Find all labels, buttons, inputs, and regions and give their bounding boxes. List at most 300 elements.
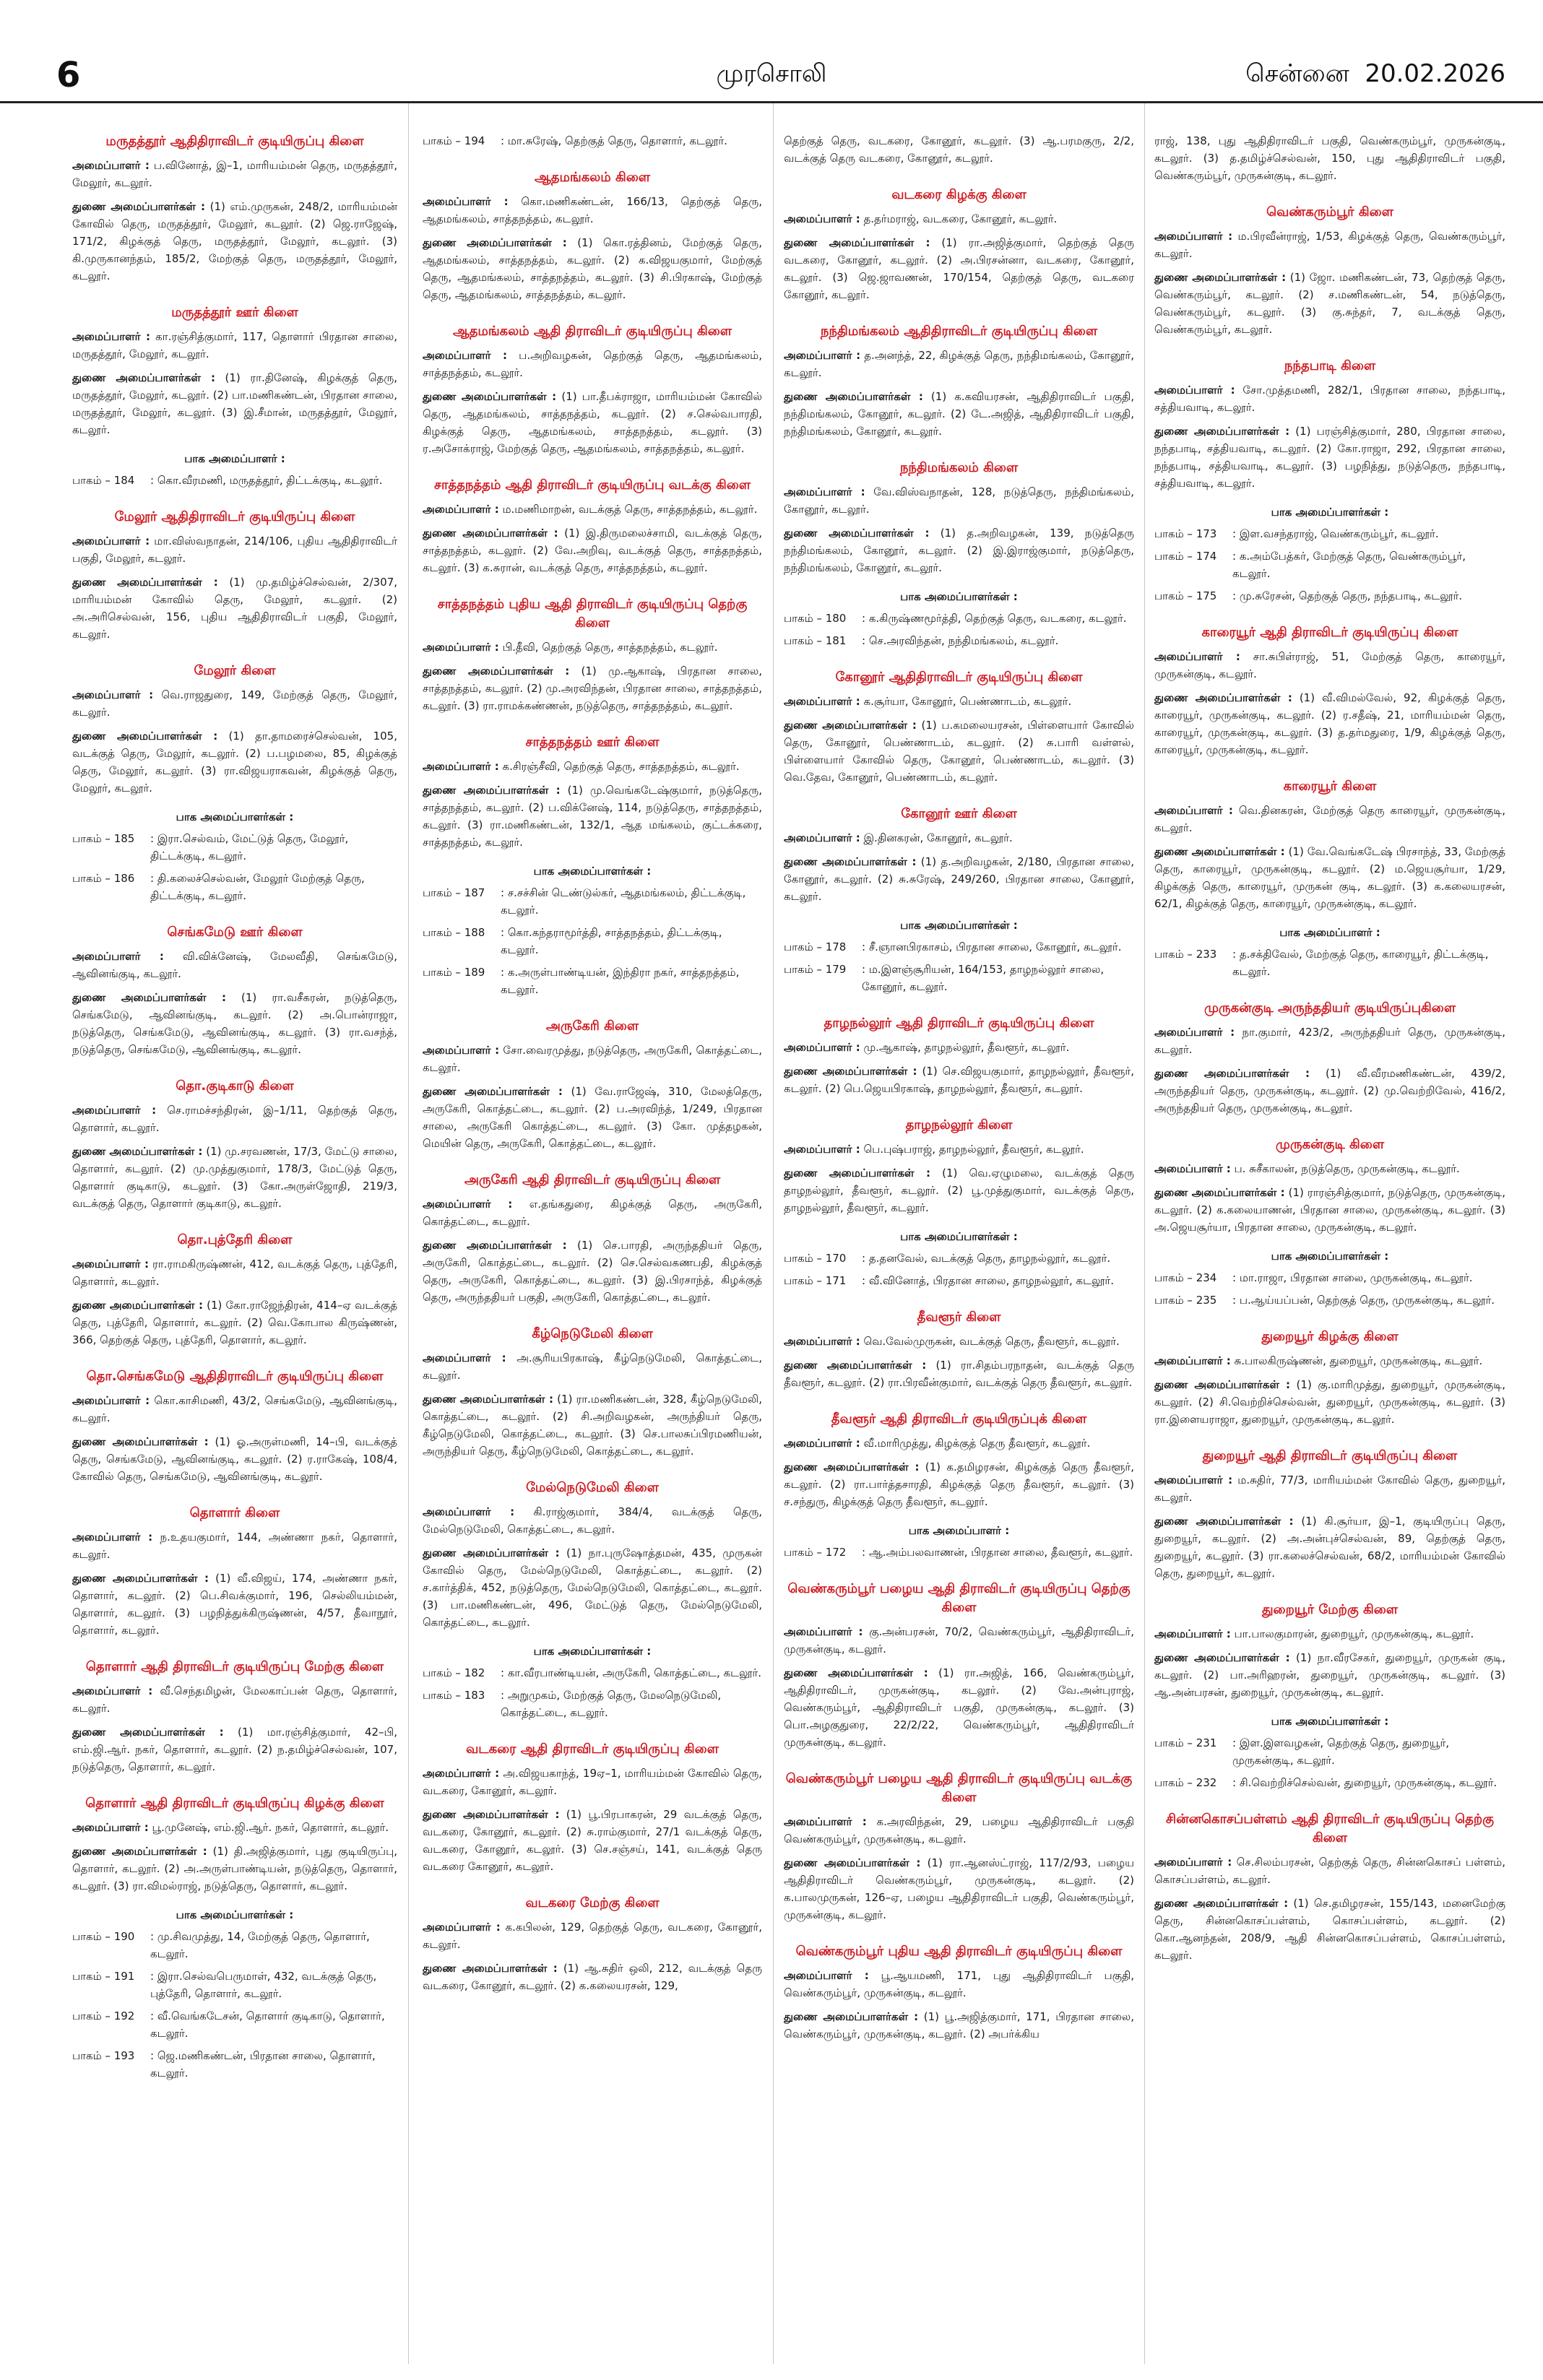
branch-title: நந்தபாடி கிளை — [1284, 358, 1376, 373]
booth-row — [72, 1968, 397, 2002]
branch-title: ஆதமங்கலம் கிளை — [535, 170, 650, 185]
branch-section — [1154, 1135, 1505, 1309]
member-details: (1) ப.கமலையரசன், பிள்ளையார் கோவில் தெரு, கோனூர், பெண்ணாடம், கடலூர். (2) சு.பாரி வள்ளல், பிள்ளையார் கோவில் தெரு, கோனூர், பெண்ணாடம், கடலூர். (3) வெ.தேவ, கோனூர், பெண்ணாடம், கடலூர். — [784, 719, 1134, 784]
branch-title: மருதத்தூர் ஆதிதிராவிடர் குடியிருப்பு கிளை — [105, 134, 364, 149]
role-label: அமைப்பாளர் : — [423, 349, 508, 362]
booth-number: பாகம் – 231 — [1154, 1736, 1217, 1749]
role-label: அமைப்பாளர் : — [1154, 804, 1233, 817]
member-entry — [72, 1143, 397, 1212]
booth-row — [1154, 1774, 1505, 1791]
member-entry — [1154, 1649, 1505, 1701]
member-details: ம.பிரவீன்ராஜ், 1/53, கிழக்குத் தெரு, வெண்கரும்பூர், கடலூர். — [1154, 230, 1505, 260]
branch-title: தொ.புத்தேரி கிளை — [177, 1232, 293, 1247]
role-label: அமைப்பாளர் : — [784, 1335, 860, 1348]
member-entry — [1154, 1160, 1505, 1177]
member-entry — [423, 1349, 762, 1384]
branch-title: அருகேரி ஆதி திராவிடர் குடியிருப்பு கிளை — [464, 1172, 721, 1187]
branch-section — [1154, 1601, 1505, 1791]
branch-section — [784, 459, 1134, 649]
dateline — [1245, 59, 1505, 91]
branch-title: மேலூர் கிளை — [194, 663, 276, 678]
member-entry — [784, 829, 1134, 847]
booth-heading: பாக அமைப்பாளர் : — [184, 452, 285, 465]
member-details: ந.உதயகுமார், 144, அண்ணா நகர், தொளார், கடலூர். — [72, 1531, 397, 1561]
booth-row — [72, 2047, 397, 2082]
booth-row — [784, 1250, 1134, 1267]
member-entry — [784, 1854, 1134, 1924]
page-number: 6 — [56, 55, 81, 95]
booth-number: பாகம் – 178 — [784, 940, 847, 953]
role-label: துணை அமைப்பாளர்கள் : — [1154, 1186, 1285, 1199]
booth-member: : கொ.வீரமணி, மருதத்தூர், திட்டக்குடி, கடலூர். — [150, 474, 383, 487]
branch-title: செங்கமேடு ஊர் கிளை — [167, 925, 303, 940]
role-label: அமைப்பாளர் : — [784, 485, 865, 498]
booth-member: : ஜெ.மணிகண்டன், பிரதான சாலை, தொளார், கடலூர். — [150, 2049, 376, 2080]
booth-member: : சி.வெற்றிச்செல்வன், துறையூர், முருகன்குடி, கடலூர். — [1232, 1776, 1497, 1789]
branch-section — [784, 132, 1134, 167]
role-label: துணை அமைப்பாளர்கள் : — [1154, 691, 1292, 704]
page-header — [0, 0, 1543, 103]
member-entry — [72, 1528, 397, 1563]
member-entry — [784, 234, 1134, 303]
role-label: அமைப்பாளர் : — [784, 831, 860, 844]
role-label: துணை அமைப்பாளர்கள் : — [784, 1359, 927, 1372]
member-details: இ.தினகரன், கோனூர், கடலூர். — [860, 831, 1013, 844]
member-entry — [784, 717, 1134, 786]
member-details: (1) ரா.ஆனஸ்ட்ராஜ், 117/2/93, பழைய ஆதிதிராவிடர் வெண்கரும்பூர், முருகன்குடி, கடலூர். (2) க.பாலமுருகன், 126–ஏ, பழைய ஆதிதிராவிடர் பகுதி, வெண்கரும்பூர், முருகன்குடி, கடலூர். — [784, 1856, 1134, 1921]
member-entry — [784, 1164, 1134, 1216]
role-label: அமைப்பாளர் : — [423, 1351, 506, 1364]
role-label: துணை அமைப்பாளர்கள் : — [784, 2010, 919, 2023]
branch-title: அருகேரி கிளை — [545, 1018, 639, 1034]
member-details: (1) வீ.விஜய், 174, அண்ணா நகர், தொளார், கடலூர். (2) பெ.சிவக்குமார், 196, செல்லியம்மன், தொளார், கடலூர். (3) பழநித்துக்கிருஷ்ணன், 4/57, தீவாநூர், தொளார், கடலூர். — [72, 1572, 397, 1637]
member-entry — [72, 1682, 397, 1717]
member-entry — [423, 501, 762, 518]
booth-member: : இள.இளவழகன், தெற்குத் தெரு, துறையூர், முருகன்குடி, கடலூர். — [1232, 1736, 1450, 1767]
member-details: க.சூர்யா, கோனூர், பெண்ணாடம், கடலூர். — [860, 695, 1072, 708]
booth-heading: பாக அமைப்பாளர்கள் : — [900, 919, 1018, 932]
branch-title: சாத்தநத்தம் ஊர் கிளை — [525, 735, 660, 750]
branch-title: வடகரை ஆதி திராவிடர் குடியிருப்பு கிளை — [466, 1741, 719, 1757]
booth-member: : க.அருள்பாண்டியன், இந்திரா நகர், சாத்தநத்தம், கடலூர். — [501, 966, 740, 996]
branch-title: துறையூர் ஆதி திராவிடர் குடியிருப்பு கிளை — [1202, 1448, 1458, 1463]
member-entry — [784, 1141, 1134, 1158]
member-entry — [1154, 132, 1505, 184]
branch-section — [72, 1658, 397, 1775]
branch-title: முருகன்குடி கிளை — [1275, 1137, 1385, 1152]
member-details: (1) த.அறிவழகன், 139, நடுத்தெரு நந்திமங்கலம், கோனூர், கடலூர். (2) இ.இராஜ்குமார், நடுத்தெரு, நந்திமங்கலம், கோனூர், கடலூர். — [784, 527, 1134, 574]
branch-section — [423, 1479, 762, 1721]
member-entry — [423, 1765, 762, 1799]
branch-section — [1154, 132, 1505, 184]
member-entry — [423, 662, 762, 714]
booth-row — [1154, 1291, 1505, 1309]
booth-number: பாகம் – 183 — [423, 1689, 485, 1702]
role-label: துணை அமைப்பாளர்கள் : — [72, 1845, 207, 1858]
member-entry — [1154, 381, 1505, 416]
booth-member: : ஆ.அம்பலவாணன், பிரதான சாலை, தீவளூர், கடலூர். — [862, 1546, 1133, 1559]
booth-row — [1154, 587, 1505, 605]
booth-member: : த.தனவேல், வடக்குத் தெரு, தாழநல்லூர், கடலூர். — [862, 1252, 1111, 1265]
member-entry — [1154, 648, 1505, 683]
branch-title: தீவளூர் கிளை — [917, 1310, 1001, 1325]
member-entry — [72, 1570, 397, 1639]
member-entry — [423, 1237, 762, 1306]
member-entry — [1154, 1513, 1505, 1582]
role-label: துணை அமைப்பாளர்கள் : — [784, 1167, 931, 1180]
branch-section — [784, 1014, 1134, 1097]
member-details: மு.ஆகாஷ், தாழநல்லூர், தீவளூர், கடலூர். — [860, 1041, 1070, 1054]
member-entry — [784, 693, 1134, 710]
branch-title: கீழ்நெடுமேலி கிளை — [532, 1326, 653, 1341]
member-details: செ.சிலம்பரசன், தெற்குத் தெரு, சின்னகொசப் பள்ளம், கொசப்பள்ளம், கடலூர். — [1154, 1856, 1505, 1886]
member-details: (1) வெ.ஏழுமலை, வடக்குத் தெரு தாழநல்லூர், தீவளூர், கடலூர். (2) பூ.முத்துகுமார், வடக்குத் தெரு, தாழநல்லூர், தீவளூர், கடலூர். — [784, 1167, 1134, 1214]
member-entry — [72, 574, 397, 643]
booth-number: பாகம் – 190 — [72, 1930, 135, 1943]
member-entry — [72, 157, 397, 191]
role-label: துணை அமைப்பாளர்கள் : — [1154, 1067, 1310, 1080]
member-details: வெ.வேல்முருகன், வடக்குத் தெரு, தீவளூர், கடலூர். — [860, 1335, 1120, 1348]
role-label: அமைப்பாளர் : — [423, 1921, 501, 1934]
column-divider — [408, 103, 409, 2364]
member-details: எ.தங்கதுரை, கிழக்குத் தெரு, அருகேரி, கொத்தட்டை, கடலூர். — [423, 1198, 762, 1228]
role-label: துணை அமைப்பாளர்கள் : — [1154, 425, 1290, 438]
role-label: துணை அமைப்பாளர்கள் : — [423, 527, 558, 540]
member-details: (1) த.அறிவழகன், 2/180, பிரதான சாலை, கோனூர், கடலூர். (2) சு.சுரேஷ், 249/260, பிரதான சாலை, கோனூர், கடலூர். — [784, 855, 1134, 903]
booth-number: பாகம் – 192 — [72, 2009, 135, 2022]
booth-heading: பாக அமைப்பாளர்கள் : — [1271, 1250, 1389, 1263]
role-label: அமைப்பாளர் : — [72, 159, 150, 172]
branch-section — [423, 733, 762, 998]
booth-row — [423, 884, 762, 919]
member-details: த.அனந்த், 22, கிழக்குத் தெரு, நந்திமங்கலம், கோனூர், கடலூர். — [784, 349, 1134, 379]
member-details: (1) ரா.அஜித்குமார், தெற்குத் தெரு வடகரை, கோனூர், கடலூர். (2) அ.பிரசன்னா, வடகரை, கோனூர், கடலூர். (3) ஜெ.ஜாவணன், 170/154, தெற்குத் தெரு, வடகரை கோனூர், கடலூர். — [784, 236, 1134, 301]
member-details: அ.சூரியபிரகாஷ், கீழ்நெடுமேலி, கொத்தட்டை, கடலூர். — [423, 1351, 762, 1382]
branch-title: தொ.செங்கமேடு ஆதிதிராவிடர் குடியிருப்பு கிளை — [86, 1369, 384, 1384]
column-4 — [1154, 103, 1505, 2371]
role-label: துணை அமைப்பாளர்கள் : — [784, 1666, 928, 1679]
member-details: (1) பூ.பிரபாகரன், 29 வடக்குத் தெரு, வடகரை, கோனூர், கடலூர். (2) சு.ராம்குமார், 27/1 வடக்குத் தெரு, வடகரை, கோனூர், கடலூர். (3) செ.சஞ்சய், 141, வடக்குத் தெரு வடகரை கோனூர், கடலூர். — [423, 1808, 762, 1873]
member-entry — [423, 758, 762, 775]
branch-section — [72, 132, 397, 285]
branch-section — [784, 1410, 1134, 1561]
member-entry — [1154, 1184, 1505, 1236]
booth-heading: பாக அமைப்பாளர்கள் : — [1271, 506, 1389, 519]
role-label: அமைப்பாளர் : — [423, 760, 499, 773]
branch-section — [784, 1942, 1134, 2043]
member-details: (1) மு.தமிழ்ச்செல்வன், 2/307, மாரியம்மன் கோவில் தெரு, மேலூர், கடலூர். (2) அ.அரிசெல்வன், 156, புதிய ஆதிதிராவிடர் பகுதி, மேலூர், கடலூர். — [72, 576, 397, 641]
member-entry — [423, 1083, 762, 1152]
member-entry — [423, 347, 762, 381]
branch-section — [1154, 357, 1505, 605]
member-entry — [423, 1195, 762, 1230]
member-entry — [1154, 1853, 1505, 1888]
branch-title: கோனூர் ஆதிதிராவிடர் குடியிருப்பு கிளை — [835, 670, 1083, 685]
member-details: (1) பரஞ்சித்குமார், 280, பிரதான சாலை, நந்தபாடி, சத்தியவாடி, கடலூர். (2) கோ.ராஜா, 292, பிரதான சாலை, நந்தபாடி, சத்தியவாடி, கடலூர். (3) பழநித்து, நடுத்தெரு, நந்தபாடி, சத்தியவாடி, கடலூர். — [1154, 425, 1505, 490]
role-label: துணை அமைப்பாளர்கள் : — [423, 1393, 554, 1406]
member-entry — [784, 2008, 1134, 2043]
member-details: (1) மா.ரஞ்சித்குமார், 42–பி, எம்.ஜி.ஆர். நகர், தொளார், கடலூர். (2) ந.தமிழ்ச்செல்வன், 107, நடுத்தெரு, தொளார், கடலூர். — [72, 1726, 397, 1773]
member-entry — [784, 1063, 1134, 1097]
member-details: ம.மணிமாறன், வடக்குத் தெரு, சாத்தநத்தம், கடலூர். — [498, 503, 758, 516]
branch-title: வெண்கரும்பூர் பழைய ஆதி திராவிடர் குடியிருப்பு தெற்கு கிளை — [787, 1581, 1131, 1615]
booth-member: : இரா.செல்வம், மேட்டுத் தெரு, மேலூர், திட்டக்குடி, கடலூர். — [150, 832, 349, 862]
booth-row — [784, 610, 1134, 627]
role-label: அமைப்பாளர் : — [72, 535, 150, 548]
role-label: துணை அமைப்பாளர்கள் : — [72, 1572, 209, 1585]
role-label: துணை அமைப்பாளர்கள் : — [423, 390, 557, 403]
member-entry — [423, 1503, 762, 1538]
member-entry — [784, 1623, 1134, 1658]
booth-member: : தி.கலைச்செல்வன், மேலூர் மேற்குத் தெரு, திட்டக்குடி, கடலூர். — [150, 872, 365, 902]
branch-section — [423, 1740, 762, 1875]
branch-title: மேலூர் ஆதிதிராவிடர் குடியிருப்பு கிளை — [114, 509, 355, 524]
member-details: (1) ரா.மணிகண்டன், 328, கீழ்நெடுமேலி, கொத்தட்டை, கடலூர். (2) சி.அறிவழகன், அருந்தியர் தெரு, கீழ்நெடுமேலி, கொத்தட்டை, கடலூர். (3) செ.பாலசுப்பிரமணியன், அருந்தியர் தெரு, கீழ்நெடுமேலி, கொத்தட்டை, கடலூர். — [423, 1393, 762, 1458]
member-details: சோ.முத்தமணி, 282/1, பிரதான சாலை, நந்தபாடி, சத்தியவாடி, கடலூர். — [1154, 384, 1505, 414]
role-label: அமைப்பாளர் : — [1154, 1856, 1232, 1869]
booth-number: பாகம் – 170 — [784, 1252, 847, 1265]
role-label: துணை அமைப்பாளர்கள் : — [1154, 271, 1287, 284]
member-entry — [784, 347, 1134, 381]
member-entry — [784, 1333, 1134, 1350]
member-entry — [72, 989, 397, 1058]
booth-member: : கொ.கந்தராமூர்த்தி, சாத்தநத்தம், திட்டக்குடி, கடலூர். — [501, 926, 722, 956]
member-entry — [423, 1390, 762, 1460]
booth-heading: பாக அமைப்பாளர்கள் : — [176, 810, 294, 823]
branch-title: வெண்கரும்பூர் புதிய ஆதி திராவிடர் குடியிருப்பு கிளை — [795, 1944, 1123, 1959]
role-label: துணை அமைப்பாளர்கள் : — [423, 236, 567, 249]
branch-section — [784, 805, 1134, 995]
role-label: துணை அமைப்பாளர்கள் : — [784, 527, 930, 540]
booth-row — [1154, 1734, 1505, 1769]
role-label: அமைப்பாளர் : — [784, 1041, 860, 1054]
member-details: சோ.வைரமுத்து, நடுத்தெரு, அருகேரி, கொத்தட்டை, கடலூர். — [423, 1044, 762, 1074]
role-label: அமைப்பாளர் : — [72, 1821, 149, 1834]
role-label: அமைப்பாளர் : — [72, 688, 154, 701]
branch-section — [72, 662, 397, 904]
member-entry — [1154, 1065, 1505, 1117]
booth-row — [72, 870, 397, 904]
role-label: அமைப்பாளர் : — [784, 1969, 869, 1982]
booth-row — [72, 472, 397, 489]
member-details: (1) நா.புருஷோத்தமன், 435, முருகன் கோவில் தெரு, மேல்நெடுமேலி, கொத்தட்டை, கடலூர். (2) ச.கார்த்திக், 452, நடுத்தெரு, மேல்நெடுமேலி, கொத்தட்டை, கடலூர். (3) பா.மணிகண்டன், 496, மேட்டுத் தெரு, மேல்நெடுமேலி, கொத்தட்டை, கடலூர். — [423, 1546, 762, 1629]
member-details: (1) செ.விஜயகுமார், தாழநல்லூர், தீவளூர், கடலூர். (2) பெ.ஜெயபிரகாஷ், தாழநல்லூர், தீவளூர், கடலூர். — [784, 1065, 1134, 1095]
member-details: (1) வீ.வீரமணிகண்டன், 439/2, அருந்ததியர் தெரு, முருகன்குடி, கடலூர். (2) மு.வெற்றிவேல், 416/2, அருந்ததியர் தெரு, முருகன்குடி, கடலூர். — [1154, 1067, 1505, 1115]
branch-section — [423, 322, 762, 457]
role-label: துணை அமைப்பாளர்கள் : — [72, 371, 215, 384]
branch-title: ஆதமங்கலம் ஆதி திராவிடர் குடியிருப்பு கிளை — [452, 324, 732, 339]
branch-section — [784, 1308, 1134, 1391]
member-details: க.கபிலன், 129, தெற்குத் தெரு, வடகரை, கோனூர், கடலூர். — [423, 1921, 762, 1951]
member-details: ப.அறிவழகன், தெற்குத் தெரு, ஆதமங்கலம், சாத்தநத்தம், கடலூர். — [423, 349, 762, 379]
dateline-date: 20.02.2026 — [1365, 59, 1505, 88]
member-details: (1) இ.திருமலைச்சாமி, வடக்குத் தெரு, சாத்தநத்தம், கடலூர். (2) வே.அறிவு, வடக்குத் தெரு, சாத்தநத்தம், கடலூர். (3) க.சுரான், வடக்குத் தெரு, சாத்தநத்தம், கடலூர். — [423, 527, 762, 574]
booth-member: : ச.சச்சின் டெண்டுல்கர், ஆதமங்கலம், திட்டக்குடி, கடலூர். — [501, 886, 746, 917]
booth-number: பாகம் – 234 — [1154, 1271, 1217, 1284]
booth-number: பாகம் – 187 — [423, 886, 485, 899]
member-entry — [423, 639, 762, 656]
member-entry — [423, 1806, 762, 1875]
member-entry — [423, 388, 762, 457]
member-details: ராஜ், 138, புது ஆதிதிராவிடர் பகுதி, வெண்கரும்பூர், முருகன்குடி, கடலூர். (3) த.தமிழ்ச்செல்வன், 150, புது ஆதிதிராவிடர் பகுதி, வெண்கரும்பூர், முருகன்குடி, கடலூர். — [1154, 134, 1505, 182]
role-label: அமைப்பாளர் : — [1154, 384, 1235, 397]
role-label: துணை அமைப்பாளர்கள் : — [423, 784, 561, 797]
role-label: துணை அமைப்பாளர்கள் : — [72, 576, 218, 589]
booth-row — [72, 1928, 397, 1963]
member-details: (1) எம்.முருகன், 248/2, மாரியம்மன் கோவில் தெரு, மருதத்தூர், மேலூர், கடலூர். (2) ஜெ.ராஜேஷ், 171/2, கிழக்குத் தெரு, மருதத்தூர், மேலூர், கடலூர். (3) கி.முருகானந்தம், 185/2, மேற்குத் தெரு, மருதத்தூர், மேலூர், கடலூர். — [72, 200, 397, 282]
member-details: ரா.ராமகிருஷ்ணன், 412, வடக்குத் தெரு, புத்தேரி, தொளார், கடலூர். — [72, 1258, 397, 1288]
member-details: (1) ஆ.சுதிர் ஒலி, 212, வடக்குத் தெரு வடகரை, கோனூர், கடலூர். (2) க.கலையரசன், 129, — [423, 1962, 762, 1992]
role-label: துணை அமைப்பாளர்கள் : — [784, 236, 930, 249]
branch-section — [72, 923, 397, 1058]
member-entry — [1154, 423, 1505, 492]
branch-title: துறையூர் மேற்கு கிளை — [1261, 1602, 1399, 1617]
member-entry — [1154, 802, 1505, 836]
member-details: (1) பூ.அஜித்குமார், 171, பிரதான சாலை, வெண்கரும்பூர், முருகன்குடி, கடலூர். (2) அபர்க்கிய — [784, 2010, 1134, 2041]
member-details: (1) பா.தீபக்ராஜா, மாரியம்மன் கோவில் தெரு, ஆதமங்கலம், சாத்தநத்தம், கடலூர். (2) ச.செல்வபாரதி, கிழக்குத் தெரு, ஆதமங்கலம், சாத்தநத்தம், கடலூர். (3) ர.அசோக்ராஜ், மேற்குத் தெரு, ஆதமங்கலம், சாத்தநத்தம், கடலூர். — [423, 390, 762, 455]
booth-number: பாகம் – 185 — [72, 832, 135, 845]
booth-number: பாகம் – 186 — [72, 872, 135, 885]
branch-section — [1154, 623, 1505, 758]
article-body — [0, 103, 1543, 2380]
booth-number: பாகம் – 232 — [1154, 1776, 1217, 1789]
member-entry — [423, 524, 762, 576]
member-entry — [72, 328, 397, 363]
member-entry — [423, 782, 762, 851]
member-entry — [72, 1392, 397, 1427]
booth-heading: பாக அமைப்பாளர்கள் : — [900, 1230, 1018, 1243]
member-details: சா.சுபிள்ராஜ், 51, மேற்குத் தெரு, காரையூர், முருகன்குடி, கடலூர். — [1154, 650, 1505, 680]
booth-member: : மு.சுரேசன், தெற்குத் தெரு, நந்தபாடி, கடலூர். — [1232, 589, 1463, 602]
booth-number: பாகம் – 179 — [784, 963, 847, 976]
booth-member: : ம.இளஞ்சூரியன், 164/153, தாழநல்லூர் சாலை, கோனூர், கடலூர். — [862, 963, 1105, 993]
booth-row — [1154, 525, 1505, 542]
member-details: ப.வினோத், இ–1, மாரியம்மன் தெரு, மருதத்தூர், மேலூர், கடலூர். — [72, 159, 397, 189]
branch-title: சாத்தநத்தம் புதிய ஆதி திராவிடர் குடியிருப்பு தெற்கு கிளை — [437, 597, 748, 631]
member-details: வெ.தினகரன், மேற்குத் தெரு காரையூர், முருகன்குடி, கடலூர். — [1154, 804, 1505, 834]
role-label: அமைப்பாளர் : — [1154, 650, 1240, 663]
role-label: அமைப்பாளர் : — [1154, 1354, 1231, 1367]
member-details: சு.பாலகிருஷ்ணன், துறையூர், முருகன்குடி, கடலூர். — [1230, 1354, 1483, 1367]
role-label: துணை அமைப்பாளர்கள் : — [423, 1962, 558, 1975]
booth-number: பாகம் – 191 — [72, 1970, 135, 1983]
role-label: துணை அமைப்பாளர்கள் : — [784, 1461, 920, 1474]
branch-title: வெண்கரும்பூர் பழைய ஆதி திராவிடர் குடியிருப்பு வடக்கு கிளை — [785, 1771, 1133, 1805]
booth-number: பாகம் – 180 — [784, 612, 847, 625]
booth-row — [72, 830, 397, 865]
branch-title: காரையூர் ஆதி திராவிடர் குடியிருப்பு கிளை — [1201, 625, 1458, 640]
booth-row — [1154, 548, 1505, 582]
member-entry — [72, 1102, 397, 1136]
branch-section — [784, 322, 1134, 440]
role-label: துணை அமைப்பாளர்கள் : — [1154, 1651, 1290, 1664]
branch-title: சாத்தநத்தம் ஆதி திராவிடர் குடியிருப்பு வடக்கு கிளை — [434, 477, 751, 493]
member-details: (1) தா.தாமரைச்செல்வன், 105, வடக்குத் தெரு, மேலூர், கடலூர். (2) ப.பழமலை, 85, கிழக்குத் தெரு, மேலூர், கடலூர். (3) ரா.விஜயராகவன், கிழக்குத் தெரு, மேலூர், கடலூர். — [72, 730, 397, 795]
member-entry — [784, 1435, 1134, 1452]
member-details: கொ.மணிகண்டன், 166/13, தெற்குத் தெரு, ஆதமங்கலம், சாத்தநத்தம், கடலூர். — [423, 195, 762, 225]
role-label: துணை அமைப்பாளர்கள் : — [1154, 1378, 1290, 1391]
member-details: (1) ரா.தினேஷ், கிழக்குத் தெரு, மருதத்தூர், மேலூர், கடலூர். (2) பா.மணிகண்டன், பிரதான சாலை, மருதத்தூர், மேலூர், கடலூர். (3) இ.சீமான், மருதத்தூர், மேலூர், கடலூர். — [72, 371, 397, 436]
role-label: அமைப்பாளர் : — [423, 503, 499, 516]
role-label: அமைப்பாளர் : — [784, 1437, 860, 1450]
member-entry — [72, 369, 397, 438]
member-entry — [784, 1813, 1134, 1848]
member-entry — [784, 1458, 1134, 1510]
member-details: வெ.ராஜதுரை, 149, மேற்குத் தெரு, மேலூர், கடலூர். — [72, 688, 397, 719]
member-details: வி.விக்னேஷ், மேலவீதி, செங்கமேடு, ஆவினங்குடி, கடலூர். — [72, 950, 397, 980]
branch-title: நந்திமங்கலம் கிளை — [899, 460, 1019, 475]
booth-number: பாகம் – 194 — [423, 134, 485, 147]
branch-title: காரையூர் கிளை — [1283, 779, 1377, 794]
booth-row — [784, 632, 1134, 649]
role-label: துணை அமைப்பாளர்கள் : — [784, 719, 917, 732]
booth-member: : சீ.ஞானபிரகாசம், பிரதான சாலை, கோனூர், கடலூர். — [862, 940, 1122, 953]
member-details: தெற்குத் தெரு, வடகரை, கோனூர், கடலூர். (3) ஆ.பரமகுரு, 2/2, வடக்குத் தெரு வடகரை, கோனூர், கடலூர். — [784, 134, 1134, 165]
branch-title: வெண்கரும்பூர் கிளை — [1266, 204, 1393, 220]
role-label: துணை அமைப்பாளர்கள் : — [423, 1546, 560, 1559]
branch-section — [784, 668, 1134, 786]
booth-row — [1154, 945, 1505, 980]
member-details: கி.ராஜ்குமார், 384/4, வடக்குத் தெரு, மேல்நெடுமேலி, கொத்தட்டை, கடலூர். — [423, 1505, 762, 1536]
member-entry — [784, 1356, 1134, 1391]
branch-section — [1154, 1447, 1505, 1582]
member-entry — [1154, 1024, 1505, 1058]
member-details: (1) தி.அஜித்குமார், புது குடியிருப்பு, தொளார், கடலூர். (2) அ.அருள்பாண்டியன், நடுத்தெரு, தொளார், கடலூர். (3) ரா.விமல்ராஜ், நடுத்தெரு, தொளார், கடலூர். — [72, 1845, 397, 1892]
branch-section — [423, 595, 762, 714]
role-label: அமைப்பாளர் : — [423, 195, 509, 208]
member-details: கொ.காசிமணி, 43/2, செங்கமேடு, ஆவினங்குடி, கடலூர். — [72, 1394, 397, 1424]
booth-heading: பாக அமைப்பாளர் : — [1279, 926, 1380, 939]
member-details: (1) கொ.ரத்தினம், மேற்குத் தெரு, ஆதமங்கலம், சாத்தநத்தம், கடலூர். (2) க.விஜயகுமார், மேற்குத் தெரு, ஆதமங்கலம், சாத்தநத்தம், கடலூர். (3) சி.பிரகாஷ், மேற்குத் தெரு, ஆதமங்கலம், சாத்தநத்தம், கடலூர். — [423, 236, 762, 301]
member-details: (1) நா.வீரசேகர், துறையூர், முருகன் குடி, கடலூர். (2) பா.அரிஹரன், துறையூர், முருகன்குடி, கடலூர். (3) ஆ.அன்பரசன், துறையூர், முருகன்குடி, கடலூர். — [1154, 1651, 1505, 1699]
member-entry — [784, 388, 1134, 440]
member-details: க.அரவிந்தன், 29, பழைய ஆதிதிராவிடர் பகுதி வெண்கரும்பூர், முருகன்குடி, கடலூர். — [784, 1815, 1134, 1845]
booth-heading: பாக அமைப்பாளர் : — [908, 1524, 1010, 1537]
member-entry — [423, 1042, 762, 1076]
booth-member: : க.அம்பேத்கர், மேற்குத் தெரு, வெண்கரும்பூர், கடலூர். — [1232, 550, 1466, 580]
booth-row — [423, 924, 762, 959]
member-entry — [784, 210, 1134, 228]
branch-section — [784, 186, 1134, 303]
branch-title: மேல்நெடுமேலி கிளை — [526, 1480, 659, 1495]
member-entry — [423, 234, 762, 303]
branch-section — [1154, 999, 1505, 1117]
booth-row — [423, 1687, 762, 1721]
member-entry — [1154, 228, 1505, 262]
member-entry — [423, 193, 762, 228]
role-label: அமைப்பாளர் : — [423, 1767, 500, 1780]
booth-row — [784, 961, 1134, 995]
branch-title: தொளார் ஆதி திராவிடர் குடியிருப்பு கிழக்கு கிளை — [85, 1796, 384, 1811]
branch-section — [423, 1017, 762, 1152]
newspaper-masthead: முரசொலி — [716, 59, 827, 88]
branch-title: தொளார் கிளை — [189, 1505, 280, 1520]
role-label: துணை அமைப்பாளர்கள் : — [72, 1726, 224, 1739]
booth-row — [784, 938, 1134, 956]
member-entry — [72, 727, 397, 797]
branch-section — [423, 132, 762, 150]
booth-member: : மா.சுரேஷ், தெற்குத் தெரு, தொளார், கடலூர். — [501, 134, 727, 147]
member-details: அ.விஜயகாந்த், 19ஏ–1, மாரியம்மன் கோவில் தெரு, வடகரை, கோனூர், கடலூர். — [423, 1767, 762, 1797]
role-label: துணை அமைப்பாளர்கள் : — [72, 200, 206, 213]
role-label: அமைப்பாளர் : — [784, 695, 860, 708]
branch-section — [72, 1077, 397, 1212]
member-details: பி.தீவி, தெற்குத் தெரு, சாத்தநத்தம், கடலூர். — [498, 641, 718, 654]
booth-heading: பாக அமைப்பாளர்கள் : — [533, 865, 652, 878]
booth-number: பாகம் – 181 — [784, 634, 847, 647]
role-label: துணை அமைப்பாளர்கள் : — [784, 390, 923, 403]
member-entry — [72, 1843, 397, 1895]
